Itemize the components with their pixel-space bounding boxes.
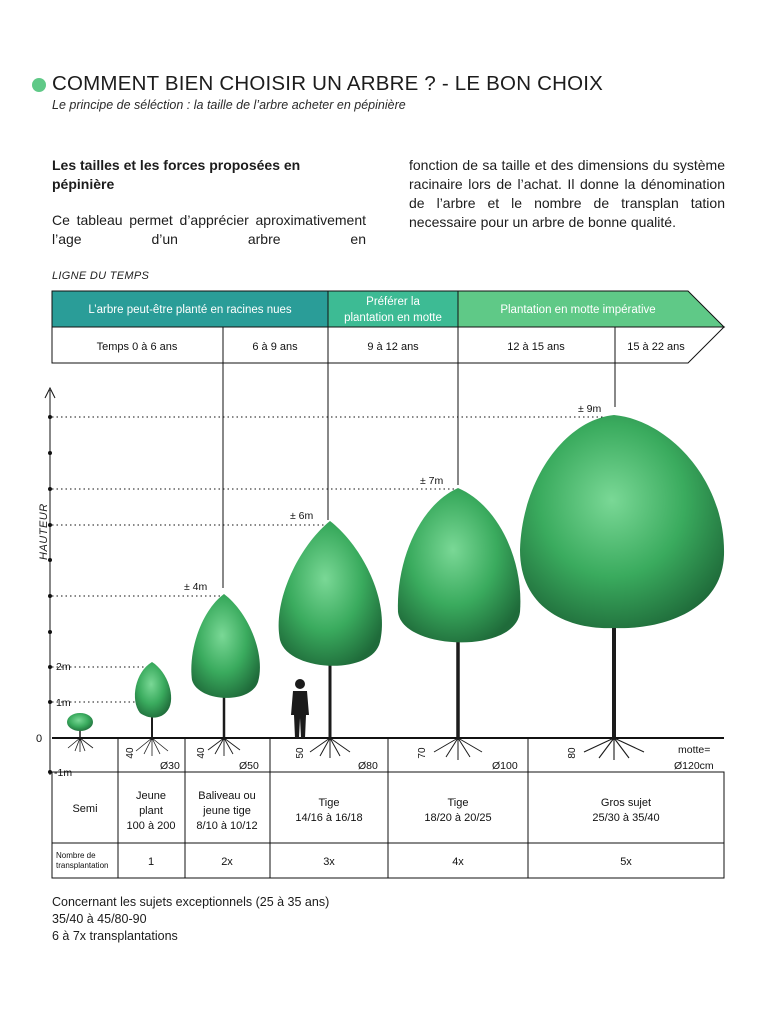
root-diameter-100: Ø100 bbox=[492, 760, 518, 772]
root-diameter-80: Ø80 bbox=[358, 760, 378, 772]
note-line-2: 35/40 à 45/80-90 bbox=[52, 912, 147, 926]
note-line-1: Concernant les sujets exceptionnels (25 à 35 ans) bbox=[52, 895, 330, 909]
category-young-plant-line2: plant bbox=[139, 805, 163, 817]
root-diameter-30: Ø30 bbox=[160, 760, 180, 772]
root-diameter-50: Ø50 bbox=[239, 760, 259, 772]
root-depth-70: 70 bbox=[417, 747, 428, 759]
tree-tige-large bbox=[398, 488, 521, 760]
category-tige-small-size: 14/16 à 16/18 bbox=[295, 812, 363, 824]
exceptional-subjects-note bbox=[52, 894, 329, 945]
root-depth-40a: 40 bbox=[125, 747, 136, 759]
tree-large-specimen bbox=[520, 415, 724, 760]
category-tige-large-line1: Tige bbox=[447, 797, 469, 809]
height-label-7m: ± 7m bbox=[420, 475, 444, 487]
period-12-15: 12 à 15 ans bbox=[507, 341, 565, 353]
root-diameter-120: Ø120cm bbox=[674, 760, 714, 772]
note-line-3: 6 à 7x transplantations bbox=[52, 929, 178, 943]
phase-label-prefer-motte-line2: plantation en motte bbox=[344, 312, 442, 324]
phase-label-bare-root: L’arbre peut-être planté en racines nues bbox=[88, 304, 292, 316]
category-young-plant-line1: Jeune bbox=[136, 790, 166, 802]
category-large-specimen-size: 25/30 à 35/40 bbox=[592, 812, 660, 824]
height-label-6m: ± 6m bbox=[290, 510, 314, 522]
tree-semi bbox=[67, 713, 93, 752]
page-subtitle: Le principe de séléction : la taille de l’arbre acheter en pépinière bbox=[52, 98, 406, 112]
tree-baliveau bbox=[191, 594, 260, 756]
category-baliveau-line2: jeune tige bbox=[203, 805, 251, 817]
root-depth-40b: 40 bbox=[196, 747, 207, 759]
intro-text-right: fonction de sa taille et des dimensions du système racinaire lors de l’achat. Il donne la dénomination de l’arbre et le nombre de transplan tation necessaire pour un arbre de bonne qualité. bbox=[409, 157, 725, 230]
category-baliveau-size: 8/10 à 10/12 bbox=[196, 820, 258, 832]
transplant-count-4x: 4x bbox=[452, 856, 464, 868]
root-depth-50: 50 bbox=[295, 747, 306, 759]
transplant-count-3x: 3x bbox=[323, 856, 335, 868]
intro-text-left: Ce tableau permet d’apprécier aproximativement l’age d’un arbre en bbox=[52, 212, 366, 247]
axis-label-height: HAUTEUR bbox=[38, 503, 50, 560]
transplant-count-1: 1 bbox=[147, 856, 155, 868]
height-label-4m: ± 4m bbox=[184, 581, 208, 593]
category-baliveau-line1: Baliveau ou bbox=[198, 790, 256, 802]
transplant-count-5x: 5x bbox=[620, 856, 632, 868]
timeline-phase-bar bbox=[52, 291, 724, 327]
period-15-22: 15 à 22 ans bbox=[627, 341, 685, 353]
root-depth-80: 80 bbox=[567, 747, 578, 759]
height-label-9m: ± 9m bbox=[578, 403, 602, 415]
category-semi: Semi bbox=[72, 803, 98, 815]
timeline-label: LIGNE DU TEMPS bbox=[52, 270, 150, 282]
motte-label: motte= bbox=[678, 744, 711, 756]
timeline-periods-row bbox=[52, 327, 724, 363]
transplant-row-label-line2: transplantation bbox=[56, 861, 109, 870]
axis-2m-label: 2m bbox=[56, 661, 71, 673]
category-tige-small-line1: Tige bbox=[318, 797, 340, 809]
phase-label-motte-required: Plantation en motte impérative bbox=[500, 304, 656, 316]
period-0-6: Temps 0 à 6 ans bbox=[96, 341, 178, 353]
human-scale-silhouette bbox=[291, 679, 309, 738]
section-heading: Les tailles et les forces proposées en pépinière bbox=[52, 157, 301, 192]
phase-label-prefer-motte-line1: Préférer la bbox=[366, 296, 420, 308]
period-6-9: 6 à 9 ans bbox=[252, 341, 298, 353]
tree-tige-small bbox=[279, 521, 382, 758]
transplant-count-2x: 2x bbox=[221, 856, 233, 868]
axis-zero-label: 0 bbox=[36, 733, 43, 745]
category-tige-large-size: 18/20 à 20/25 bbox=[424, 812, 492, 824]
transplant-row-label-line1: Nombre de bbox=[56, 851, 96, 860]
axis-1m-label: 1m bbox=[56, 697, 71, 709]
axis-minus1m-label: -1m bbox=[54, 767, 73, 779]
category-young-plant-size: 100 à 200 bbox=[126, 820, 176, 832]
period-9-12: 9 à 12 ans bbox=[367, 341, 419, 353]
category-table bbox=[52, 772, 724, 878]
height-axis bbox=[45, 388, 55, 775]
category-large-specimen-line1: Gros sujet bbox=[600, 797, 652, 809]
tree-young-plant bbox=[135, 662, 171, 756]
page-title: COMMENT BIEN CHOISIR UN ARBRE ? - LE BON CHOIX bbox=[52, 72, 604, 95]
